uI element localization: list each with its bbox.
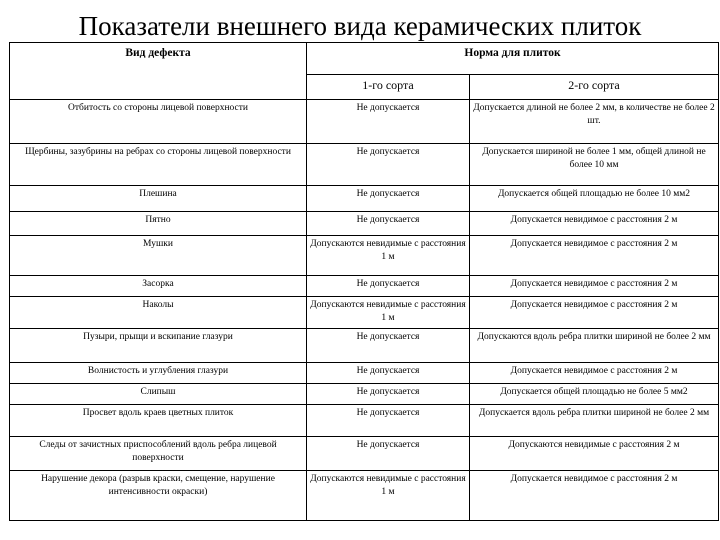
table-row: [10, 471, 719, 521]
cell-defect: Нарушение декора (разрыв краски, смещение, нарушение интенсивности окраски): [10, 471, 307, 521]
cell-defect: Плешина: [10, 186, 307, 212]
cell-grade-2: Допускается невидимое с расстояния 2 м: [470, 297, 719, 329]
cell-grade-2: Допускается шириной не более 1 мм, общей длиной не более 10 мм: [470, 144, 719, 186]
table-row: [10, 329, 719, 363]
cell-grade-1: Не допускается: [307, 363, 470, 384]
header-grade-1: 1-го сорта: [307, 75, 470, 100]
cell-grade-2: Допускается невидимое с расстояния 2 м: [470, 363, 719, 384]
table-header-row: [10, 43, 719, 75]
table-row: [10, 144, 719, 186]
table-row: [10, 363, 719, 384]
cell-defect: Наколы: [10, 297, 307, 329]
header-norm: Норма для плиток: [307, 43, 719, 75]
table-row: [10, 236, 719, 276]
cell-defect: Волнистость и углубления глазури: [10, 363, 307, 384]
cell-grade-1: Не допускается: [307, 212, 470, 236]
cell-grade-1: Не допускается: [307, 405, 470, 437]
table-row: [10, 405, 719, 437]
table-row: [10, 297, 719, 329]
cell-defect: Просвет вдоль краев цветных плиток: [10, 405, 307, 437]
cell-defect: Следы от зачистных приспособлений вдоль ребра лицевой поверхности: [10, 437, 307, 471]
cell-grade-2: Допускается вдоль ребра плитки шириной не более 2 мм: [470, 405, 719, 437]
cell-defect: Отбитость со стороны лицевой поверхности: [10, 100, 307, 144]
cell-grade-2: Допускается невидимое с расстояния 2 м: [470, 236, 719, 276]
cell-grade-1: Не допускается: [307, 144, 470, 186]
cell-grade-2: Допускается невидимое с расстояния 2 м: [470, 276, 719, 297]
cell-defect: Пятно: [10, 212, 307, 236]
header-defect: Вид дефекта: [10, 43, 307, 100]
cell-grade-1: Не допускается: [307, 186, 470, 212]
cell-grade-2: Допускаются вдоль ребра плитки шириной не более 2 мм: [470, 329, 719, 363]
cell-grade-2: Допускается общей площадью не более 10 мм2: [470, 186, 719, 212]
cell-grade-2: Допускаются невидимые с расстояния 2 м: [470, 437, 719, 471]
table-row: [10, 276, 719, 297]
defects-table: [9, 42, 719, 521]
cell-grade-2: Допускается длиной не более 2 мм, в количестве не более 2 шт.: [470, 100, 719, 144]
table-row: [10, 384, 719, 405]
cell-grade-2: Допускается невидимое с расстояния 2 м: [470, 212, 719, 236]
cell-grade-2: Допускается общей площадью не более 5 мм2: [470, 384, 719, 405]
page-title: Показатели внешнего вида керамических плиток: [78, 11, 642, 41]
cell-defect: Пузыри, прыщи и вскипание глазури: [10, 329, 307, 363]
cell-defect: Мушки: [10, 236, 307, 276]
header-grade-2: 2-го сорта: [470, 75, 719, 100]
table-row: [10, 100, 719, 144]
cell-grade-1: Не допускается: [307, 437, 470, 471]
cell-grade-1: Не допускается: [307, 276, 470, 297]
table-row: [10, 437, 719, 471]
cell-grade-1: Не допускается: [307, 329, 470, 363]
cell-defect: Засорка: [10, 276, 307, 297]
cell-grade-1: Не допускается: [307, 384, 470, 405]
cell-defect: Щербины, зазубрины на ребрах со стороны лицевой поверхности: [10, 144, 307, 186]
table-row: [10, 186, 719, 212]
table-row: [10, 212, 719, 236]
cell-defect: Слипыш: [10, 384, 307, 405]
cell-grade-1: Не допускается: [307, 100, 470, 144]
cell-grade-1: Допускаются невидимые с расстояния 1 м: [307, 236, 470, 276]
cell-grade-2: Допускается невидимое с расстояния 2 м: [470, 471, 719, 521]
cell-grade-1: Допускаются невидимые с расстояния 1 м: [307, 471, 470, 521]
cell-grade-1: Допускаются невидимые с расстояния 1 м: [307, 297, 470, 329]
